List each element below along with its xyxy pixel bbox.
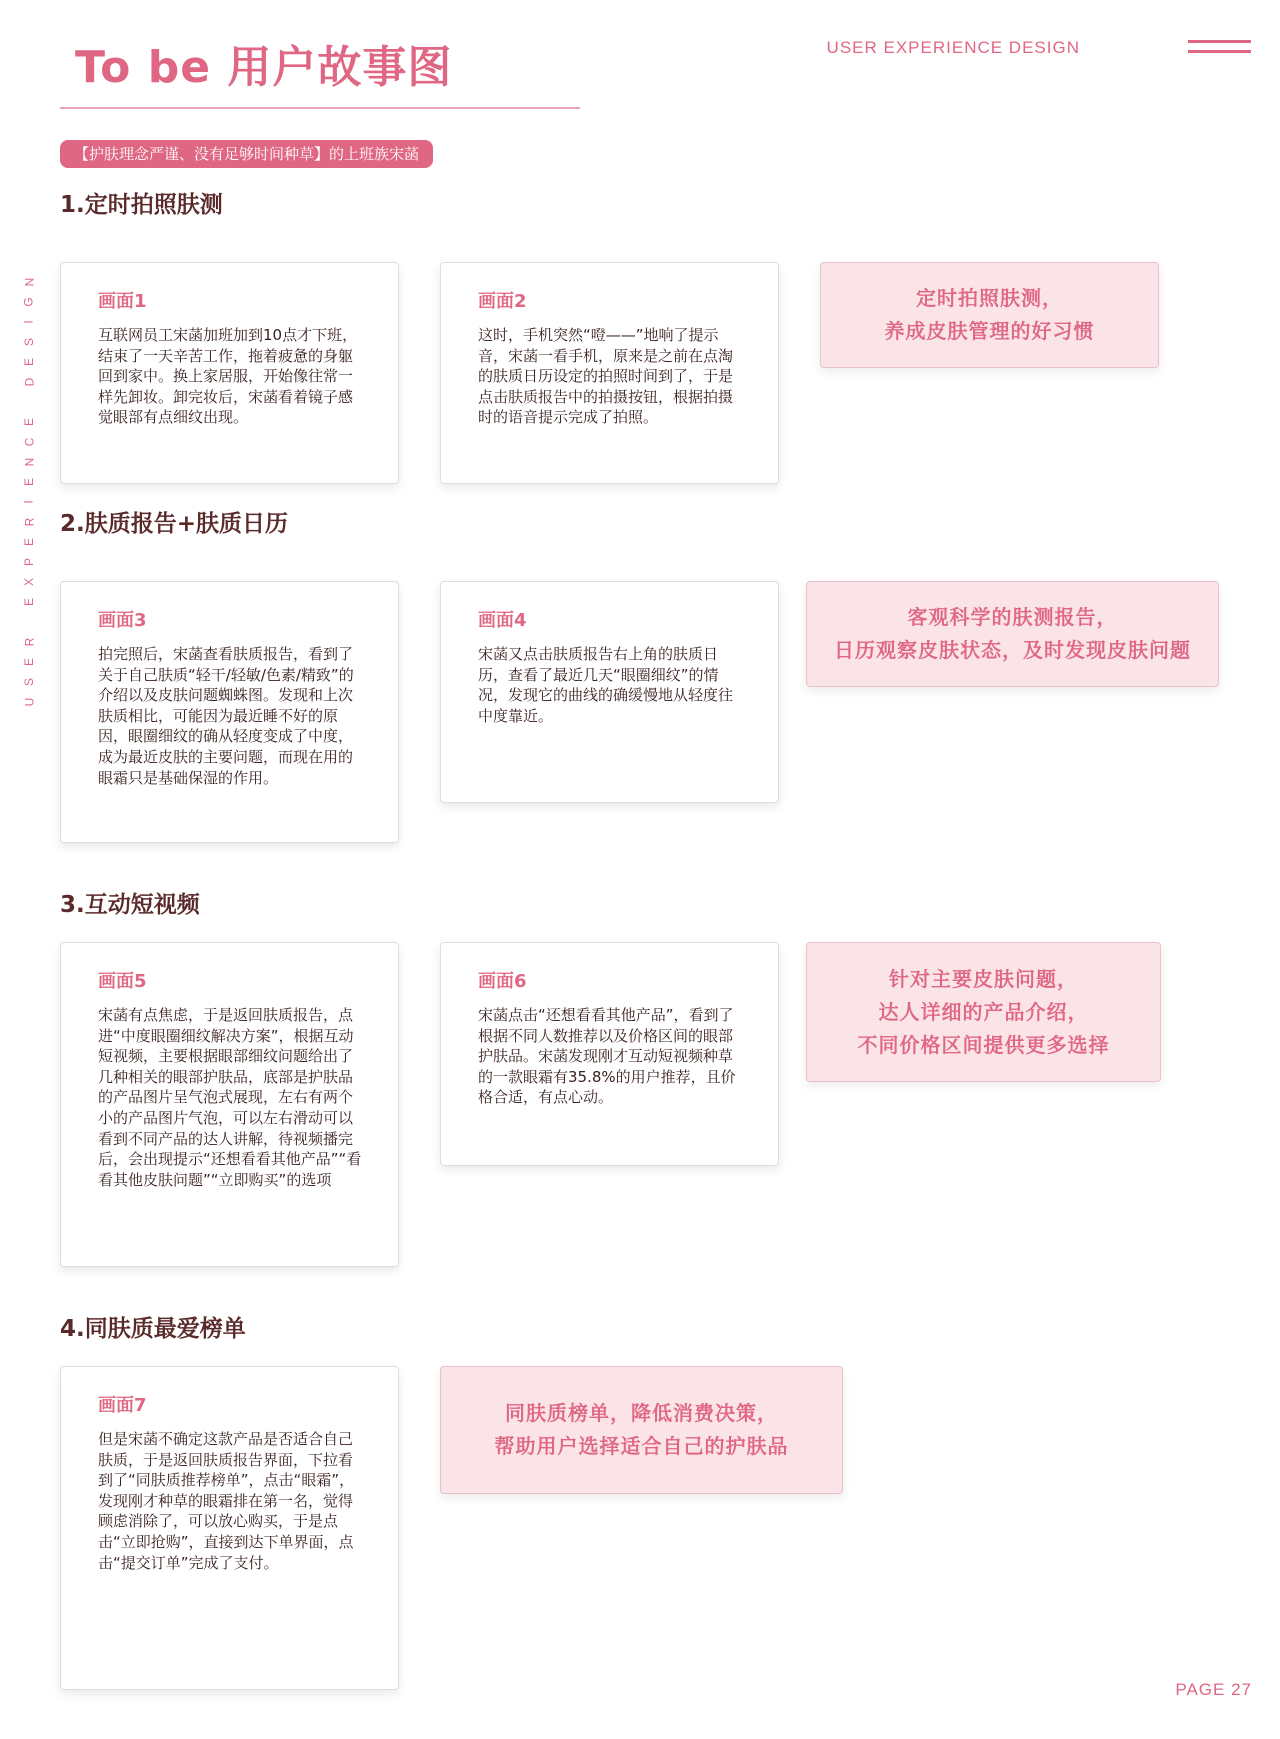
- page-title: To be 用户故事图: [75, 42, 453, 93]
- card-text: 这时，手机突然“噔——”地响了提示音，宋菡一看手机，原来是之前在点淘的肤质日历设定的拍照时间到了，于是点击肤质报告中的拍摄按钮，根据拍摄时的语音提示完成了拍照。: [478, 326, 734, 427]
- story-card-7: [60, 1366, 399, 1690]
- highlight-box-4: [440, 1366, 843, 1494]
- side-vertical-label: N G I S E D E C N E I R E P X E R E S U: [21, 277, 36, 707]
- card-label: 画面2: [478, 291, 527, 312]
- section-title-2: 2.肤质报告+肤质日历: [60, 511, 289, 537]
- story-card-3: [60, 581, 399, 843]
- card-label: 画面5: [98, 971, 147, 992]
- highlight-box-2: [806, 581, 1219, 687]
- page-number: PAGE 27: [1175, 1680, 1252, 1699]
- section-title-4: 4.同肤质最爱榜单: [60, 1316, 246, 1342]
- brand-lines-icon: [1188, 40, 1251, 60]
- card-label: 画面3: [98, 610, 147, 631]
- story-card-2: [440, 262, 779, 484]
- highlight-line: 达人详细的产品介绍，: [878, 999, 1089, 1024]
- card-label: 画面1: [98, 291, 147, 312]
- story-card-4: [440, 581, 779, 803]
- highlight-box-1: [820, 262, 1159, 368]
- section-title-3: 3.互动短视频: [60, 892, 200, 918]
- card-text: 但是宋菡不确定这款产品是否适合自己肤质，于是返回肤质报告界面，下拉看到了“同肤质推荐榜单”，点击“眼霜”，发现刚才种草的眼霜排在第一名，觉得顾虑消除了，可以放心购买，于是点击“立即抢购”，直接到达下单界面，点击“提交订单”完成了支付。: [98, 1430, 355, 1572]
- story-card-1: [60, 262, 399, 484]
- highlight-line: 定时拍照肤测，: [916, 286, 1063, 310]
- highlight-line: 日历观察皮肤状态，及时发现皮肤问题: [834, 638, 1191, 662]
- highlight-line: 不同价格区间提供更多选择: [857, 1032, 1110, 1057]
- title-divider: [60, 107, 580, 109]
- persona-tag: 【护肤理念严谨、没有足够时间种草】的上班族宋菡: [60, 140, 433, 168]
- card-text: 宋菡点击“还想看看其他产品”，看到了根据不同人数推荐以及价格区间的眼部护肤品。宋菡发现刚才互动短视频种草的一款眼霜有35.8%的用户推荐，且价格合适，有点心动。: [478, 1006, 736, 1107]
- highlight-line: 帮助用户选择适合自己的护肤品: [494, 1434, 789, 1458]
- highlight-line: 针对主要皮肤问题，: [889, 966, 1078, 991]
- highlight-line: 客观科学的肤测报告，: [907, 605, 1118, 629]
- card-text: 互联网员工宋菡加班加到10点才下班，结束了一天辛苦工作，拖着疲惫的身躯回到家中。换上家居服，开始像往常一样先卸妆。卸完妆后，宋菡看着镜子感觉眼部有点细纹出现。: [98, 326, 358, 427]
- section-title-1: 1.定时拍照肤测: [60, 192, 223, 218]
- card-label: 画面6: [478, 971, 527, 992]
- brand-label: USER EXPERIENCE DESIGN: [826, 38, 1080, 57]
- card-text: 拍完照后，宋菡查看肤质报告，看到了关于自己肤质“轻干/轻敏/色素/精致”的介绍以及皮肤问题蜘蛛图。发现和上次肤质相比，可能因为最近睡不好的原因，眼圈细纹的确从轻度变成了中度，成为最近皮肤的主要问题，而现在用的眼霜只是基础保湿的作用。: [98, 645, 354, 787]
- card-text: 宋菡有点焦虑，于是返回肤质报告，点进“中度眼圈细纹解决方案”，根据互动短视频，主要根据眼部细纹问题给出了几种相关的眼部护肤品，底部是护肤品的产品图片呈气泡式展现，左右有两个小的产品图片气泡，可以左右滑动可以看到不同产品的达人讲解，待视频播完后，会出现提示“还想看看其他产品”“看看其他皮肤问题”“立即购买”的选项: [98, 1006, 362, 1189]
- story-card-5: [60, 942, 399, 1267]
- highlight-box-3: [806, 942, 1161, 1082]
- card-label: 画面7: [98, 1395, 147, 1416]
- story-card-6: [440, 942, 779, 1166]
- card-text: 宋菡又点击肤质报告右上角的肤质日历，查看了最近几天“眼圈细纹”的情况，发现它的曲线的确缓慢地从轻度往中度靠近。: [478, 645, 734, 725]
- highlight-line: 养成皮肤管理的好习惯: [884, 319, 1095, 343]
- card-label: 画面4: [478, 610, 527, 631]
- highlight-line: 同肤质榜单，降低消费决策，: [505, 1401, 778, 1425]
